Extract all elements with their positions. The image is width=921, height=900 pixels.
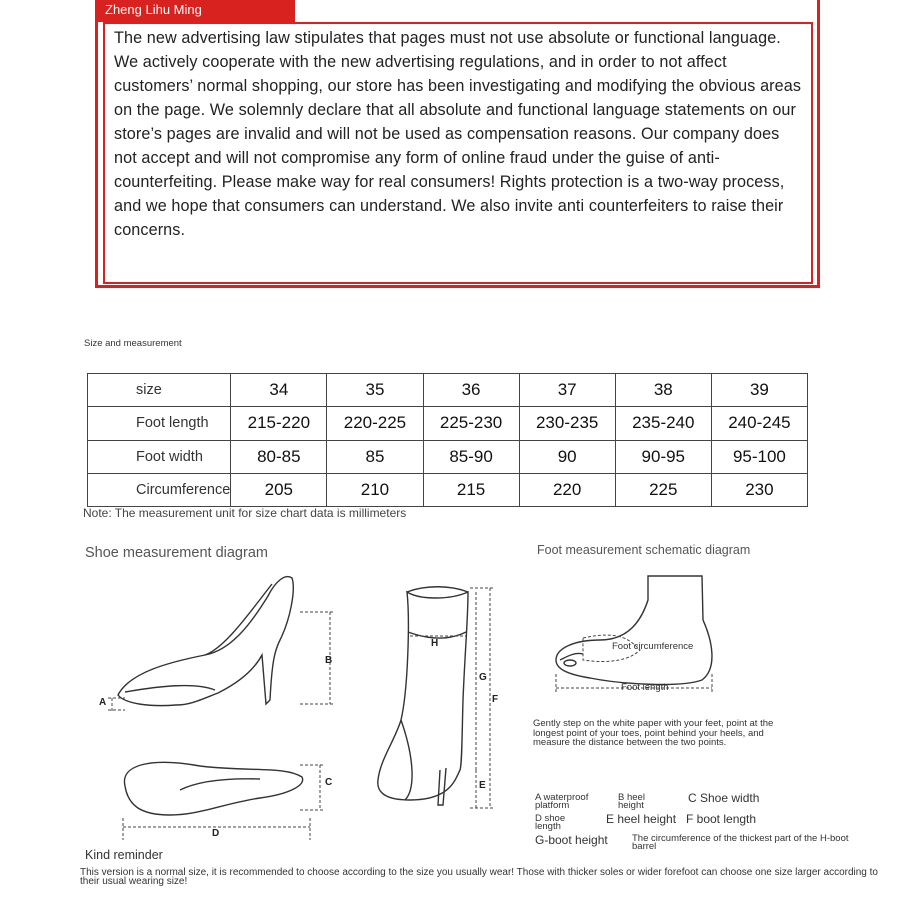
size-cell: 35 — [327, 374, 423, 407]
table-cell: 80-85 — [231, 440, 327, 473]
table-cell: 215-220 — [231, 407, 327, 440]
dimension-h-letter: H — [431, 638, 439, 649]
legend-h: The circumference of the thickest part of the H-boot barrel — [632, 833, 849, 852]
table-cell: 90-95 — [615, 440, 711, 473]
size-cell: 39 — [711, 374, 807, 407]
table-cell: 230 — [711, 473, 807, 506]
size-header-label: size — [88, 374, 231, 407]
legend-b: B heel height — [618, 792, 645, 811]
pump-side-view-drawing — [118, 577, 293, 706]
foot-diagram-title: Foot measurement schematic diagram — [537, 543, 751, 557]
legend-e: E heel height — [606, 812, 677, 826]
table-cell: 235-240 — [615, 407, 711, 440]
dimension-a-letter: A — [99, 697, 107, 708]
notice-text: The new advertising law stipulates that pages must not use absolute or functional language. We actively cooperate with the new advertising regulations, and in order to not affect customers’ normal shopping, our store has been investigating and modifying the obvious areas on the page. We solemnly declare that all absolute and functional language statements on our store’s pages are invalid and will not be used as compensation reasons. Our company does not accept and will not compromise any form of online fraud under the guise of anti-counterfeiting. Please make way for real consumers! Rights protection is a two-way process, and we hope that consumers can understand. We also invite anti counterfeiters to raise their concerns. — [114, 29, 802, 239]
table-cell: 205 — [231, 473, 327, 506]
legend-a: A waterproof platform — [535, 792, 589, 811]
table-cell: 85 — [327, 440, 423, 473]
table-cell: 220 — [519, 473, 615, 506]
kind-reminder-text: This version is a normal size, it is recommended to choose according to the size you usually wear! Those with thicker soles or wider forefoot can choose one size larger according to their usual wearing size! — [80, 867, 878, 887]
foot-length-label: Foot length — [621, 682, 669, 693]
kind-reminder-title: Kind reminder — [85, 848, 163, 862]
table-cell: 90 — [519, 440, 615, 473]
legend-f: F boot length — [686, 812, 757, 826]
table-cell: 225-230 — [423, 407, 519, 440]
brand-tag: Zheng Lihu Ming — [95, 0, 295, 22]
table-cell: 95-100 — [711, 440, 807, 473]
dimension-e-letter: E — [479, 780, 486, 791]
dimension-d-letter: D — [212, 828, 220, 839]
table-cell: 215 — [423, 473, 519, 506]
sole-top-view-drawing — [124, 762, 302, 815]
foot-circumference-label: Foot circumference — [612, 641, 694, 652]
table-cell: 225 — [615, 473, 711, 506]
dimension-a-line — [108, 698, 125, 712]
size-note: Note: The measurement unit for size chart data is millimeters — [83, 506, 407, 520]
table-cell: 85-90 — [423, 440, 519, 473]
dimension-g-letter: G — [479, 672, 487, 683]
table-cell: 220-225 — [327, 407, 423, 440]
legend-c: C Shoe width — [688, 791, 760, 805]
row-label: Circumference — [88, 473, 231, 506]
dimension-c-line — [300, 765, 324, 810]
size-chart-title: Size and measurement — [84, 338, 182, 349]
table-cell: 210 — [327, 473, 423, 506]
dimension-b-letter: B — [325, 655, 333, 666]
dimension-c-letter: C — [325, 777, 333, 788]
table-cell: 240-245 — [711, 407, 807, 440]
row-label: Foot width — [88, 440, 231, 473]
shoe-diagram-title: Shoe measurement diagram — [85, 545, 268, 561]
foot-drawing — [556, 576, 712, 684]
table-cell: 230-235 — [519, 407, 615, 440]
dimension-f-line — [470, 588, 494, 808]
size-cell: 34 — [231, 374, 327, 407]
boot-drawing — [378, 587, 468, 805]
legend-d: D shoe length — [535, 813, 566, 832]
size-cell: 38 — [615, 374, 711, 407]
foot-measure-description: Gently step on the white paper with your feet, point at the longest point of your toes, point behind your heels, and measure the distance between the two points. — [533, 718, 774, 748]
size-cell: 36 — [423, 374, 519, 407]
dimension-f-letter: F — [492, 694, 499, 705]
row-label: Foot length — [88, 407, 231, 440]
legend-g: G-boot height — [535, 833, 608, 847]
size-cell: 37 — [519, 374, 615, 407]
